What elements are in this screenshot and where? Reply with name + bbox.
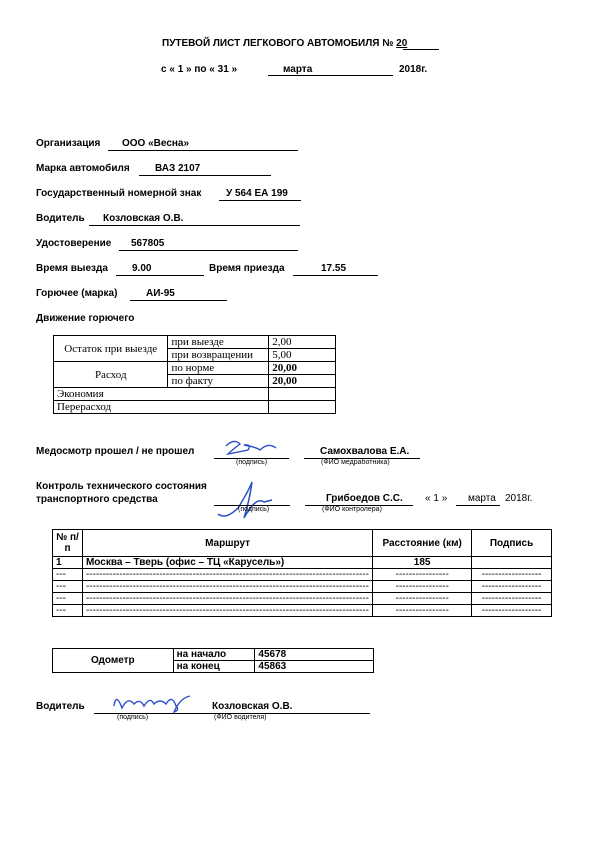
month-underline	[268, 75, 393, 76]
empty-num: ---	[53, 593, 83, 605]
from-day: 1	[177, 64, 184, 75]
driver-label: Водитель	[36, 213, 85, 224]
odometer-end-value: 45863	[255, 661, 374, 673]
brand-value: ВАЗ 2107	[155, 163, 201, 174]
arrive-underline	[293, 275, 378, 276]
medical-label: Медосмотр прошел / не прошел	[36, 446, 195, 457]
waybill-number: 20	[396, 38, 408, 49]
at-return-value: 5,00	[269, 349, 336, 362]
tech-name: Грибоедов С.С.	[326, 493, 403, 504]
fuel-label: Горючее (марка)	[36, 288, 118, 299]
tech-date-mid: »	[441, 493, 448, 504]
table-row	[54, 401, 336, 414]
empty-distance: ----------------	[373, 581, 472, 593]
odometer-start-value: 45678	[255, 649, 374, 661]
odometer-end-label: на конец	[173, 661, 255, 673]
overuse-label: Перерасход	[54, 401, 269, 414]
driver-underline	[89, 225, 300, 226]
col-route: Маршрут	[82, 530, 372, 557]
footer-name-caption: (ФИО водителя)	[214, 714, 267, 721]
empty-distance: ----------------	[373, 605, 472, 617]
footer-driver-name: Козловская О.В.	[212, 701, 293, 712]
table-row	[54, 362, 336, 375]
table-row	[53, 557, 552, 569]
by-norm-label: по норме	[168, 362, 269, 375]
tech-month-line	[456, 505, 500, 506]
plate-value: У 564 ЕА 199	[226, 188, 288, 199]
to-suffix: »	[231, 64, 238, 75]
empty-route: -------------------------------------------------------------------------------------	[82, 593, 372, 605]
empty-route: -------------------------------------------------------------------------------------	[82, 569, 372, 581]
tech-name-caption: (ФИО контролера)	[322, 506, 382, 513]
fuel-underline	[130, 300, 227, 301]
actual-value: 20,00	[269, 375, 336, 388]
table-row	[53, 581, 552, 593]
period-year: 2018г.	[399, 64, 428, 75]
route-table	[52, 529, 552, 617]
actual-label: по факту	[168, 375, 269, 388]
table-header-row	[53, 530, 552, 557]
table-row	[53, 649, 374, 661]
col-num: № п/п	[53, 530, 83, 557]
table-row	[53, 593, 552, 605]
tech-signature	[212, 478, 282, 524]
medical-name: Самохвалова Е.А.	[320, 446, 410, 457]
period-month: марта	[283, 64, 313, 75]
fuel-movement-title: Движение горючего	[36, 313, 135, 324]
odometer-start-label: на начало	[173, 649, 255, 661]
depart-underline	[116, 275, 204, 276]
col-sign: Подпись	[472, 530, 552, 557]
at-return-label: при возвращении	[168, 349, 269, 362]
period-mid: » по «	[186, 64, 215, 75]
odometer-table	[52, 648, 374, 673]
table-row	[54, 336, 336, 349]
tech-date-year: 2018г.	[505, 493, 533, 504]
number-underline	[403, 49, 439, 50]
title-text: ПУТЕВОЙ ЛИСТ ЛЕГКОВОГО АВТОМОБИЛЯ №	[162, 38, 394, 49]
medical-sign-caption: (подпись)	[236, 459, 268, 466]
tech-label-2: транспортного средства	[36, 494, 158, 505]
brand-label: Марка автомобиля	[36, 163, 130, 174]
at-departure-value: 2,00	[269, 336, 336, 349]
table-row	[53, 605, 552, 617]
tech-date-day: 1	[433, 493, 439, 504]
from-prefix: с «	[161, 64, 175, 75]
empty-sign: ------------------	[472, 605, 552, 617]
tech-date	[425, 493, 447, 504]
license-label: Удостоверение	[36, 238, 112, 249]
driver-value: Козловская О.В.	[103, 213, 184, 224]
empty-route: -------------------------------------------------------------------------------------	[82, 605, 372, 617]
to-day: 31	[217, 64, 229, 75]
tech-date-month: марта	[468, 493, 496, 504]
empty-num: ---	[53, 581, 83, 593]
plate-label: Государственный номерной знак	[36, 188, 202, 199]
tech-date-prefix: «	[425, 493, 431, 504]
empty-sign: ------------------	[472, 581, 552, 593]
table-row	[53, 569, 552, 581]
depart-value: 9.00	[132, 263, 152, 274]
footer-driver-label: Водитель	[36, 701, 85, 712]
org-label: Организация	[36, 138, 101, 149]
remainder-cell: Остаток при выезде	[54, 336, 168, 362]
fuel-table	[53, 335, 336, 414]
license-underline	[119, 250, 298, 251]
empty-num: ---	[53, 605, 83, 617]
overuse-value	[269, 401, 336, 414]
empty-num: ---	[53, 569, 83, 581]
tech-sign-caption: (подпись)	[238, 506, 270, 513]
economy-label: Экономия	[54, 388, 269, 401]
brand-underline	[139, 175, 271, 176]
row1-distance: 185	[373, 557, 472, 569]
odometer-label: Одометр	[53, 649, 174, 673]
medical-signature	[222, 436, 282, 460]
org-value: ООО «Весна»	[122, 138, 190, 149]
org-underline	[108, 150, 298, 151]
row1-num: 1	[53, 557, 83, 569]
arrive-value: 17.55	[321, 263, 347, 274]
footer-sign-caption: (подпись)	[117, 714, 149, 721]
consumption-cell: Расход	[54, 362, 168, 388]
by-norm-value: 20,00	[269, 362, 336, 375]
row1-route: Москва – Тверь (офис – ТЦ «Карусель»)	[82, 557, 372, 569]
economy-value	[269, 388, 336, 401]
fuel-value: АИ-95	[146, 288, 175, 299]
plate-underline	[219, 200, 301, 201]
empty-sign: ------------------	[472, 569, 552, 581]
table-row	[54, 388, 336, 401]
at-departure-label: при выезде	[168, 336, 269, 349]
license-value: 567805	[131, 238, 165, 249]
empty-sign: ------------------	[472, 593, 552, 605]
col-distance: Расстояние (км)	[373, 530, 472, 557]
document-title	[162, 38, 407, 49]
arrive-label: Время приезда	[209, 263, 285, 274]
medical-name-caption: (ФИО медработника)	[321, 459, 390, 466]
period-line	[161, 64, 237, 75]
empty-distance: ----------------	[373, 569, 472, 581]
row1-sign	[472, 557, 552, 569]
tech-label-1: Контроль технического состояния	[36, 481, 207, 492]
depart-label: Время выезда	[36, 263, 108, 274]
empty-distance: ----------------	[373, 593, 472, 605]
empty-route: -------------------------------------------------------------------------------------	[82, 581, 372, 593]
